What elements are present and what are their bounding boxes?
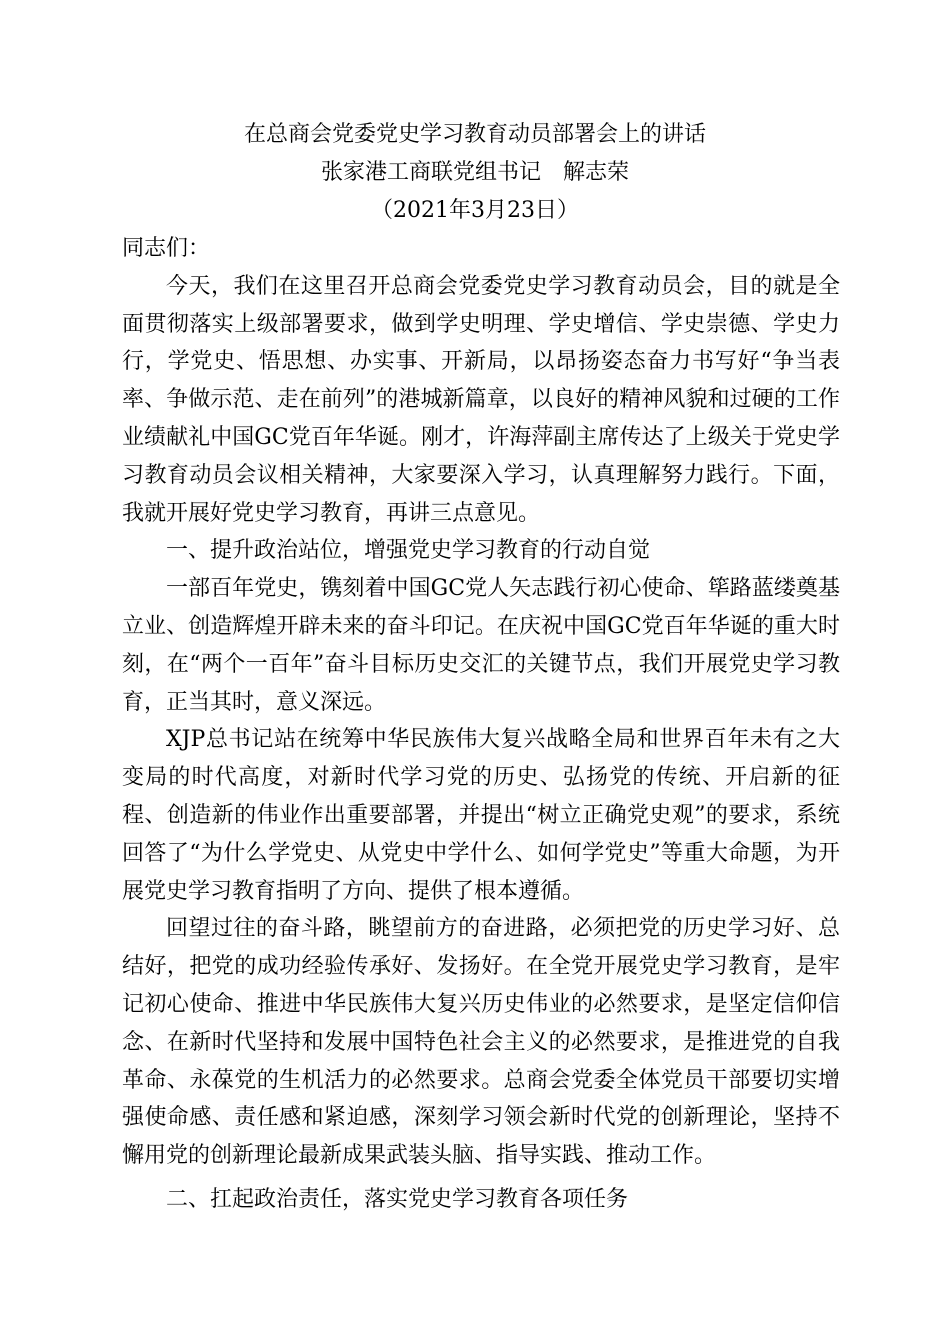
paragraph-intro: 今天，我们在这里召开总商会党委党史学习教育动员会，目的就是全面贯彻落实上级部署要求，做到学史明理、学史增信、学史崇德、学史力行，学党史、悟思想、办实事、开新局，以昂扬姿态奋力书写好“争当表率、争做示范、走在前列”的港城新篇章，以良好的精神风貌和过硬的工作业绩献礼中国GC党百年华诞。刚才，许海萍副主席传达了上级关于党史学习教育动员会议相关精神，大家要深入学习，认真理解努力践行。下面，我就开展好党史学习教育，再讲三点意见。 bbox=[122, 273, 840, 526]
paragraph: XJP总书记站在统筹中华民族伟大复兴战略全局和世界百年未有之大变局的时代高度，对新时代学习党的历史、弘扬党的传统、开启新的征程、创造新的伟业作出重要部署，并提出“树立正确党史观”的要求，系统回答了“为什么学党史、从党史中学什么、如何学党史”等重大命题，为开展党史学习教育指明了方向、提供了根本遵循。 bbox=[122, 727, 840, 904]
speaker-line: 张家港工商联党组书记 解志荣 bbox=[320, 160, 629, 185]
document-title: 在总商会党委党史学习教育动员部署会上的讲话 bbox=[243, 122, 706, 147]
paragraph: 一部百年党史，镌刻着中国GC党人矢志践行初心使命、筚路蓝缕奠基立业、创造辉煌开辟未来的奋斗印记。在庆祝中国GC党百年华诞的重大时刻，在“两个一百年”奋斗目标历史交汇的关键节点，我们开展党史学习教育，正当其时，意义深远。 bbox=[122, 576, 840, 715]
paragraph: 回望过往的奋斗路，眺望前方的奋进路，必须把党的历史学习好、总结好，把党的成功经验传承好、发扬好。在全党开展党史学习教育，是牢记初心使命、推进中华民族伟大复兴历史伟业的必然要求，是坚定信仰信念、在新时代坚持和发展中国特色社会主义的必然要求，是推进党的自我革命、永葆党的生机活力的必然要求。总商会党委全体党员干部要切实增强使命感、责任感和紧迫感，深刻学习领会新时代党的创新理论，坚持不懈用党的创新理论最新成果武装头脑、指导实践、推动工作。 bbox=[122, 916, 840, 1169]
body-text bbox=[122, 230, 840, 1219]
section-heading-2: 二、扛起政治责任，落实党史学习教育各项任务 bbox=[166, 1186, 629, 1212]
salutation: 同志们： bbox=[122, 236, 211, 261]
title-block bbox=[0, 116, 950, 230]
date-line: （2021年3月23日） bbox=[371, 198, 579, 223]
section-heading-1: 一、提升政治站位，增强党史学习教育的行动自觉 bbox=[166, 538, 651, 564]
